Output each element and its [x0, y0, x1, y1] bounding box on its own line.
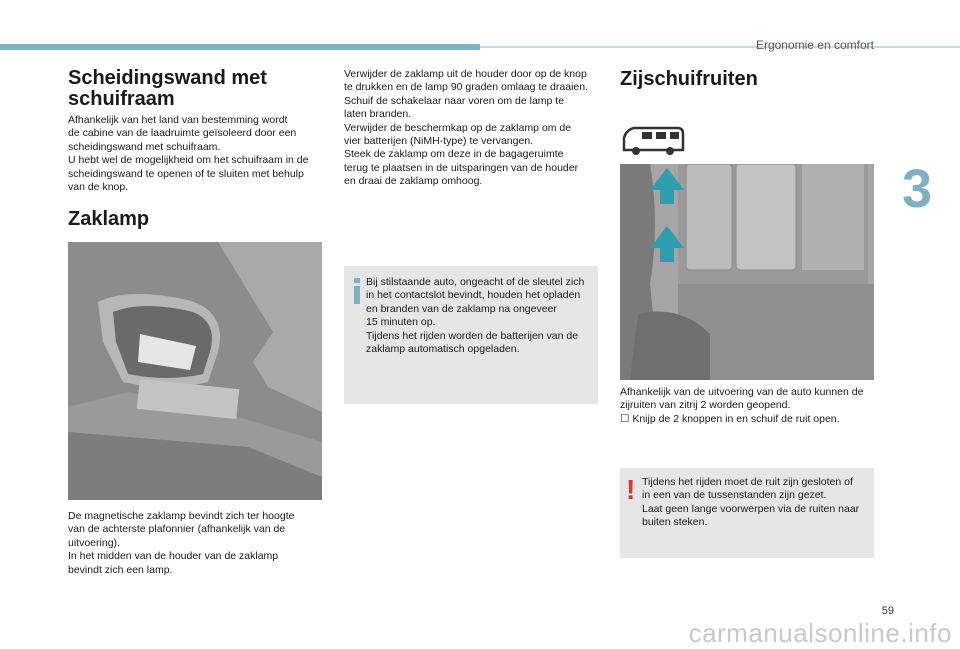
zaklamp-illustration — [68, 242, 322, 500]
zijschuifruit-photo — [620, 164, 874, 380]
warning-icon: ! — [626, 474, 636, 505]
chapter-number: 3 — [901, 159, 932, 219]
zaklamp-photo — [68, 242, 322, 500]
zaklamp-caption: De magnetische zaklamp bevindt zich ter hoogte van de achterste plafonnier (afhankelijk van de uitvoering). In het midden van de houder van de zaklamp bevindt zich een lamp. — [68, 510, 295, 576]
section-title: Ergonomie en comfort — [755, 38, 874, 52]
warning-box — [620, 468, 874, 558]
heading-zijschuifruiten: Zijschuifruiten — [620, 68, 758, 90]
info-note-text: Bij stilstaande auto, ongeacht of de sleutel zich in het contactslot bevindt, houden het opladen en branden van de zaklamp na ongeveer 15 minuten op. Tijdens het rijden worden de batterijen van de zaklamp automatisch opgeladen. — [366, 276, 585, 356]
van-icon — [620, 124, 686, 158]
header-rule — [480, 46, 960, 48]
zaklamp-instructions: Verwijder de zaklamp uit de houder door op de knop te drukken en de lamp 90 graden omlaag te draaien. Schuif de schakelaar naar voren om de lamp te laten branden. Verwijder de beschermkap op de zaklamp om de vier batterijen (NiMH-type) te vervangen. Steek de zaklamp om deze in de bagageruimte terug te plaatsen in de uitsparingen van de houder en draai de zaklamp omhoog. — [344, 68, 588, 188]
zijschuifruit-illustration — [620, 164, 874, 380]
heading-zaklamp: Zaklamp — [68, 208, 150, 230]
scheidingswand-text: Afhankelijk van het land van bestemming wordt de cabine van de laadruimte geïsoleerd door een scheidingswand met schuifraam. U hebt wel de mogelijkheid om het schuifraam in de scheidingswand te openen of te sluiten met behulp van de knop. — [68, 114, 309, 194]
heading-scheidingswand: Scheidingswand met schuifraam — [68, 67, 267, 110]
info-note-box — [344, 266, 598, 404]
warning-text: Tijdens het rijden moet de ruit zijn gesloten of in een van de tussenstanden zijn gezet. Laat geen lange voorwerpen via de ruiten naar buiten steken. — [642, 476, 860, 529]
zijschuifruiten-text: Afhankelijk van de uitvoering van de auto kunnen de zijruiten van zitrij 2 worden geopend. ☐ Knijp de 2 knoppen in en schuif de ruit open. — [620, 386, 864, 425]
page-number: 59 — [881, 605, 894, 617]
info-icon — [352, 278, 362, 304]
watermark-text: carmanualsonline.info — [688, 618, 952, 648]
header-accent-bar — [0, 44, 480, 50]
